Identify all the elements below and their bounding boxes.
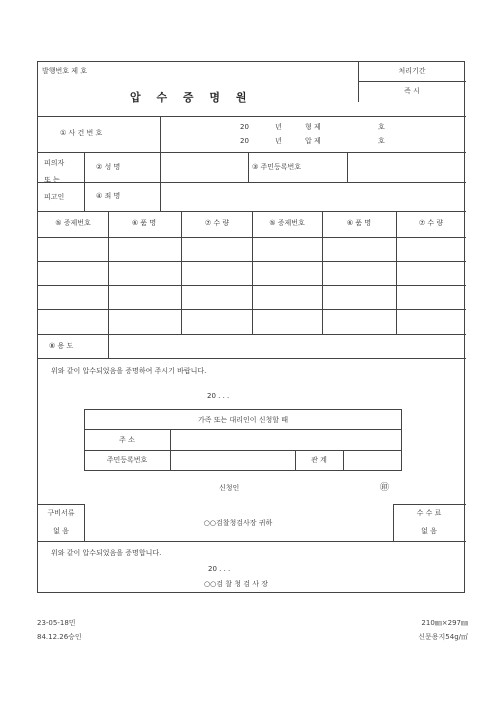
certification-date: 20 . . . (208, 565, 231, 573)
divider (358, 62, 359, 102)
charge-label: ④ 죄 명 (96, 192, 121, 200)
issuer: ○○검 찰 청 검 사 장 (204, 580, 268, 588)
documents-value: 없 음 (53, 527, 69, 535)
divider (84, 504, 85, 541)
proxy-rrn-label: 주민등록번호 (106, 456, 148, 464)
col-header-exhibit-no: ⑤ 증제번호 (55, 219, 91, 227)
paper-size: 210㎜×297㎜ (421, 619, 468, 627)
case-type-1: 형 제 (305, 123, 321, 131)
request-statement: 위와 같이 압수되었음을 증명하여 주시기 바랍니다. (51, 367, 207, 375)
applicant-label: 신청인 (219, 484, 240, 492)
rrn-input[interactable] (348, 153, 466, 182)
name-label: ② 성 명 (96, 163, 121, 171)
col-header-quantity: ⑦ 수 량 (204, 219, 230, 227)
divider (38, 116, 466, 117)
usage-label: ⑧ 용 도 (49, 342, 74, 350)
divider (38, 541, 466, 542)
col-header-item-name-2: ⑥ 품 명 (346, 219, 372, 227)
address-input[interactable] (171, 430, 401, 450)
paper-type: 신문용지54g/㎡ (418, 633, 468, 641)
fee-label: 수 수 료 (416, 509, 442, 517)
divider (38, 504, 84, 505)
certificate-form (37, 61, 465, 593)
suspect-label-3: 피고인 (44, 193, 65, 201)
divider (393, 504, 394, 541)
suspect-label-1: 피의자 (44, 159, 65, 167)
usage-input[interactable] (109, 335, 466, 358)
request-date: 20 . . . (207, 392, 230, 400)
case-year-1: 20 (240, 123, 249, 131)
case-ho-2: 호 (378, 137, 385, 145)
divider (38, 358, 466, 359)
issue-number: 발행번호 제 호 (42, 67, 88, 75)
case-year-2: 20 (240, 137, 249, 145)
case-ho-1: 호 (378, 123, 385, 131)
case-nyeon-2: 년 (275, 137, 282, 145)
col-header-item-name: ⑥ 품 명 (131, 219, 157, 227)
case-type-2: 압 제 (305, 137, 321, 145)
case-nyeon-1: 년 (275, 123, 282, 131)
documents-label: 구비서류 (47, 509, 75, 517)
fee-value: 없 음 (421, 527, 437, 535)
table-row[interactable] (39, 286, 465, 309)
processing-period-label: 처리기간 (398, 67, 426, 75)
form-code: 23-05-18민 (37, 619, 76, 627)
col-header-exhibit-no-2: ⑤ 증제번호 (269, 219, 305, 227)
table-row[interactable] (39, 310, 465, 334)
approval-date: 84.12.26승인 (37, 633, 82, 641)
proxy-rrn-input[interactable] (171, 451, 295, 470)
charge-input[interactable] (161, 183, 466, 211)
relation-label: 관 계 (311, 456, 327, 464)
divider (393, 504, 466, 505)
divider (248, 152, 249, 182)
proxy-applicant-table (84, 409, 402, 471)
table-row[interactable] (39, 238, 465, 261)
divider (160, 116, 161, 152)
certification-statement: 위와 같이 압수되었음을 증명합니다. (51, 549, 162, 557)
divider (295, 450, 296, 470)
col-header-quantity-2: ⑦ 수 량 (418, 219, 444, 227)
table-row[interactable] (39, 262, 465, 285)
divider (84, 152, 85, 211)
addressee: ○○검찰청검사장 귀하 (203, 519, 273, 527)
name-input[interactable] (161, 153, 248, 182)
relation-input[interactable] (344, 451, 401, 470)
rrn-label: ③ 주민등록번호 (252, 163, 302, 171)
case-number-label: ① 사 건 번 호 (60, 129, 103, 137)
processing-period-value: 즉 시 (404, 87, 420, 95)
seal-mark: ㊞ (380, 483, 390, 493)
proxy-title: 가족 또는 대리인이 신청할 때 (197, 416, 289, 424)
address-label: 주 소 (119, 436, 135, 444)
page-title: 압 수 증 명 원 (130, 91, 253, 104)
divider (358, 81, 466, 82)
suspect-label-2: 또 는 (44, 176, 60, 184)
